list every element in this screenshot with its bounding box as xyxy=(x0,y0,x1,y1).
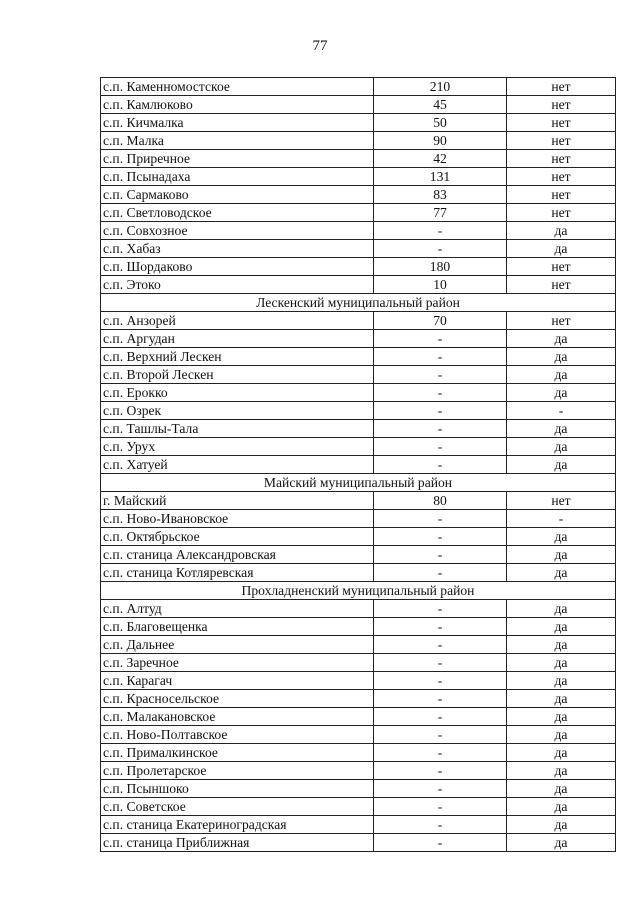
table-row xyxy=(101,186,616,204)
number-cell: - xyxy=(374,798,507,816)
section-title: Прохладненский муниципальный район xyxy=(101,582,616,600)
flag-cell: да xyxy=(507,816,616,834)
number-cell: - xyxy=(374,564,507,582)
table-row xyxy=(101,636,616,654)
table-body xyxy=(101,78,616,852)
flag-cell: нет xyxy=(507,96,616,114)
settlement-name-cell: с.п. Аргудан xyxy=(101,330,374,348)
flag-cell: да xyxy=(507,438,616,456)
flag-cell: да xyxy=(507,708,616,726)
number-cell: 45 xyxy=(374,96,507,114)
number-cell: - xyxy=(374,834,507,852)
settlement-name-cell: с.п. станица Котляревская xyxy=(101,564,374,582)
flag-cell: да xyxy=(507,456,616,474)
table-row xyxy=(101,366,616,384)
flag-cell: нет xyxy=(507,258,616,276)
number-cell: - xyxy=(374,636,507,654)
table-row xyxy=(101,348,616,366)
table-row xyxy=(101,492,616,510)
section-header-row xyxy=(101,474,616,492)
settlement-name-cell: с.п. Сармаково xyxy=(101,186,374,204)
table-row xyxy=(101,438,616,456)
settlement-name-cell: с.п. Озрек xyxy=(101,402,374,420)
table-row xyxy=(101,654,616,672)
settlement-name-cell: с.п. Октябрьское xyxy=(101,528,374,546)
number-cell: 131 xyxy=(374,168,507,186)
table-row xyxy=(101,420,616,438)
number-cell: 83 xyxy=(374,186,507,204)
table-row xyxy=(101,114,616,132)
number-cell: - xyxy=(374,240,507,258)
settlement-name-cell: с.п. Приречное xyxy=(101,150,374,168)
table-row xyxy=(101,564,616,582)
number-cell: - xyxy=(374,510,507,528)
table-row xyxy=(101,150,616,168)
settlement-name-cell: с.п. Ново-Ивановское xyxy=(101,510,374,528)
number-cell: - xyxy=(374,708,507,726)
settlement-name-cell: с.п. Шордаково xyxy=(101,258,374,276)
table-row xyxy=(101,204,616,222)
flag-cell: да xyxy=(507,672,616,690)
number-cell: - xyxy=(374,672,507,690)
table-row xyxy=(101,402,616,420)
flag-cell: нет xyxy=(507,168,616,186)
number-cell: - xyxy=(374,690,507,708)
table-row xyxy=(101,618,616,636)
settlement-name-cell: с.п. Благовещенка xyxy=(101,618,374,636)
table-row xyxy=(101,510,616,528)
number-cell: 180 xyxy=(374,258,507,276)
flag-cell: да xyxy=(507,330,616,348)
flag-cell: нет xyxy=(507,132,616,150)
page-number: 77 xyxy=(312,38,328,54)
flag-cell: да xyxy=(507,636,616,654)
flag-cell: да xyxy=(507,834,616,852)
settlement-name-cell: с.п. Второй Лескен xyxy=(101,366,374,384)
number-cell: - xyxy=(374,726,507,744)
table-row xyxy=(101,600,616,618)
number-cell: 90 xyxy=(374,132,507,150)
table-row xyxy=(101,258,616,276)
flag-cell: нет xyxy=(507,114,616,132)
settlement-name-cell: с.п. Этоко xyxy=(101,276,374,294)
flag-cell: да xyxy=(507,564,616,582)
flag-cell: нет xyxy=(507,78,616,96)
table-row xyxy=(101,834,616,852)
flag-cell: да xyxy=(507,528,616,546)
flag-cell: нет xyxy=(507,204,616,222)
table-row xyxy=(101,762,616,780)
settlement-name-cell: с.п. Каменномостское xyxy=(101,78,374,96)
flag-cell: нет xyxy=(507,276,616,294)
flag-cell: да xyxy=(507,222,616,240)
flag-cell: да xyxy=(507,546,616,564)
table-row xyxy=(101,330,616,348)
flag-cell: - xyxy=(507,510,616,528)
settlements-table xyxy=(100,77,616,852)
number-cell: 10 xyxy=(374,276,507,294)
settlement-name-cell: с.п. Пролетарское xyxy=(101,762,374,780)
table-row xyxy=(101,132,616,150)
number-cell: - xyxy=(374,402,507,420)
table-row xyxy=(101,168,616,186)
table-row xyxy=(101,78,616,96)
number-cell: 50 xyxy=(374,114,507,132)
settlement-name-cell: с.п. Заречное xyxy=(101,654,374,672)
number-cell: - xyxy=(374,222,507,240)
flag-cell: да xyxy=(507,600,616,618)
flag-cell: да xyxy=(507,780,616,798)
flag-cell: - xyxy=(507,402,616,420)
number-cell: - xyxy=(374,438,507,456)
section-title: Лескенский муниципальный район xyxy=(101,294,616,312)
flag-cell: да xyxy=(507,420,616,438)
number-cell: 70 xyxy=(374,312,507,330)
settlement-name-cell: с.п. Кичмалка xyxy=(101,114,374,132)
number-cell: - xyxy=(374,762,507,780)
flag-cell: да xyxy=(507,618,616,636)
flag-cell: да xyxy=(507,726,616,744)
settlement-name-cell: с.п. Алтуд xyxy=(101,600,374,618)
number-cell: - xyxy=(374,600,507,618)
number-cell: 210 xyxy=(374,78,507,96)
flag-cell: нет xyxy=(507,186,616,204)
number-cell: - xyxy=(374,366,507,384)
settlement-name-cell: с.п. Ерокко xyxy=(101,384,374,402)
settlement-name-cell: с.п. Псыншоко xyxy=(101,780,374,798)
settlement-name-cell: с.п. Малка xyxy=(101,132,374,150)
table-row xyxy=(101,672,616,690)
settlement-name-cell: с.п. Верхний Лескен xyxy=(101,348,374,366)
number-cell: - xyxy=(374,618,507,636)
number-cell: - xyxy=(374,420,507,438)
number-cell: - xyxy=(374,528,507,546)
flag-cell: да xyxy=(507,366,616,384)
number-cell: - xyxy=(374,546,507,564)
number-cell: - xyxy=(374,456,507,474)
flag-cell: да xyxy=(507,348,616,366)
table-row xyxy=(101,726,616,744)
table-row xyxy=(101,240,616,258)
settlement-name-cell: с.п. станица Александровская xyxy=(101,546,374,564)
settlement-name-cell: с.п. Ташлы-Тала xyxy=(101,420,374,438)
settlement-name-cell: с.п. Советское xyxy=(101,798,374,816)
table-row xyxy=(101,312,616,330)
number-cell: - xyxy=(374,816,507,834)
table-row xyxy=(101,96,616,114)
section-header-row xyxy=(101,294,616,312)
flag-cell: нет xyxy=(507,150,616,168)
settlement-name-cell: г. Майский xyxy=(101,492,374,510)
number-cell: - xyxy=(374,330,507,348)
number-cell: - xyxy=(374,348,507,366)
settlement-name-cell: с.п. Ново-Полтавское xyxy=(101,726,374,744)
settlement-name-cell: с.п. Прималкинское xyxy=(101,744,374,762)
table-row xyxy=(101,708,616,726)
table-row xyxy=(101,816,616,834)
settlement-name-cell: с.п. Анзорей xyxy=(101,312,374,330)
settlement-name-cell: с.п. Дальнее xyxy=(101,636,374,654)
table-row xyxy=(101,690,616,708)
settlement-name-cell: с.п. станица Приближная xyxy=(101,834,374,852)
flag-cell: да xyxy=(507,798,616,816)
table-row xyxy=(101,276,616,294)
table-row xyxy=(101,546,616,564)
flag-cell: нет xyxy=(507,492,616,510)
settlement-name-cell: с.п. Псынадаха xyxy=(101,168,374,186)
settlement-name-cell: с.п. Малакановское xyxy=(101,708,374,726)
flag-cell: да xyxy=(507,762,616,780)
table-row xyxy=(101,744,616,762)
number-cell: - xyxy=(374,744,507,762)
settlement-name-cell: с.п. Камлюково xyxy=(101,96,374,114)
flag-cell: да xyxy=(507,654,616,672)
number-cell: 77 xyxy=(374,204,507,222)
table-row xyxy=(101,798,616,816)
table-row xyxy=(101,222,616,240)
settlement-name-cell: с.п. Хатуей xyxy=(101,456,374,474)
flag-cell: да xyxy=(507,744,616,762)
table-row xyxy=(101,456,616,474)
number-cell: - xyxy=(374,654,507,672)
settlement-name-cell: с.п. Светловодское xyxy=(101,204,374,222)
settlement-name-cell: с.п. Урух xyxy=(101,438,374,456)
settlement-name-cell: с.п. станица Екатериноградская xyxy=(101,816,374,834)
flag-cell: нет xyxy=(507,312,616,330)
table-row xyxy=(101,528,616,546)
flag-cell: да xyxy=(507,690,616,708)
section-title: Майский муниципальный район xyxy=(101,474,616,492)
number-cell: - xyxy=(374,780,507,798)
flag-cell: да xyxy=(507,384,616,402)
table-row xyxy=(101,384,616,402)
flag-cell: да xyxy=(507,240,616,258)
settlement-name-cell: с.п. Красносельское xyxy=(101,690,374,708)
settlement-name-cell: с.п. Хабаз xyxy=(101,240,374,258)
settlement-name-cell: с.п. Совхозное xyxy=(101,222,374,240)
number-cell: 42 xyxy=(374,150,507,168)
section-header-row xyxy=(101,582,616,600)
settlement-name-cell: с.п. Карагач xyxy=(101,672,374,690)
number-cell: 80 xyxy=(374,492,507,510)
table-row xyxy=(101,780,616,798)
number-cell: - xyxy=(374,384,507,402)
